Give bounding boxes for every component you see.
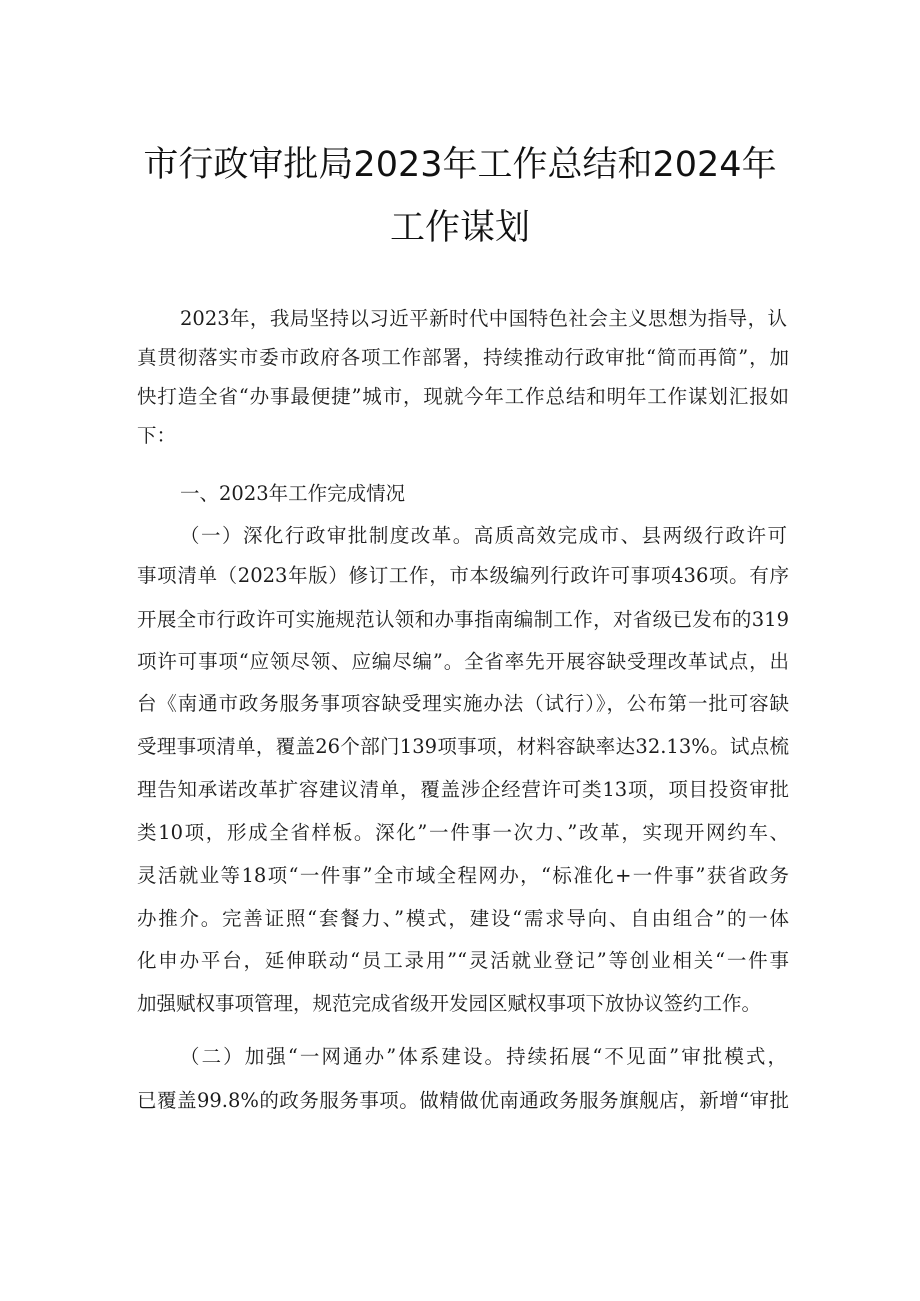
para1-line-5: 台《南通市政务服务事项容缺受理实施办法（试行）》，公布第一批可容缺: [137, 692, 789, 715]
intro-line-1: 2023年，我局坚持以习近平新时代中国特色社会主义思想为指导，认: [180, 307, 787, 330]
para2-line-2: 已覆盖99.8%的政务服务事项。做精做优南通政务服务旗舰店，新增“审批: [137, 1089, 789, 1112]
para1-line-11: 化申办平台，延伸联动“员工录用”“灵活就业登记”等创业相关“一件事: [137, 949, 789, 972]
para1-line-8: 类10项，形成全省样板。深化”一件事一次力、”改革，实现开网约车、: [137, 821, 789, 844]
para1-line-7: 理告知承诺改革扩容建议清单，覆盖涉企经营许可类13项，项目投资审批: [137, 778, 789, 801]
para2-line-1: （二）加强“一网通办”体系建设。持续拓展“不见面”审批模式，: [180, 1045, 787, 1068]
intro-line-2: 真贯彻落实市委市政府各项工作部署，持续推动行政审批“简而再简”，加: [137, 346, 789, 369]
section-heading-1: 一、2023年工作完成情况: [180, 482, 406, 505]
document-title-line-2: 工作谋划: [389, 208, 530, 248]
para1-line-3: 开展全市行政许可实施规范认领和办事指南编制工作，对省级已发布的319: [137, 608, 789, 631]
document-title-line-1: 市行政审批局2023年工作总结和2024年: [143, 145, 777, 185]
para1-line-12: 加强赋权事项管理，规范完成省级开发园区赋权事项下放协议签约工作。: [137, 992, 762, 1015]
para1-line-2: 事项清单（2023年版）修订工作，市本级编列行政许可事项436项。有序: [137, 564, 789, 587]
para1-line-4: 项许可事项“应领尽领、应编尽编”。全省率先开展容缺受理改革试点，出: [137, 650, 789, 673]
intro-line-4: 下：: [137, 424, 177, 447]
para1-line-6: 受理事项清单，覆盖26个部门139项事项，材料容缺率达32.13%。试点梳: [137, 735, 789, 758]
para1-line-1: （一）深化行政审批制度改革。高质高效完成市、县两级行政许可: [180, 524, 787, 547]
para1-line-9: 灵活就业等18项“一件事”全市域全程网办，“标准化+一件事”获省政务: [137, 864, 789, 887]
para1-line-10: 办推介。完善证照“套餐力、”模式，建设“需求导向、自由组合”的一体: [137, 907, 789, 930]
intro-line-3: 快打造全省“办事最便捷”城市，现就今年工作总结和明年工作谋划汇报如: [137, 385, 789, 408]
